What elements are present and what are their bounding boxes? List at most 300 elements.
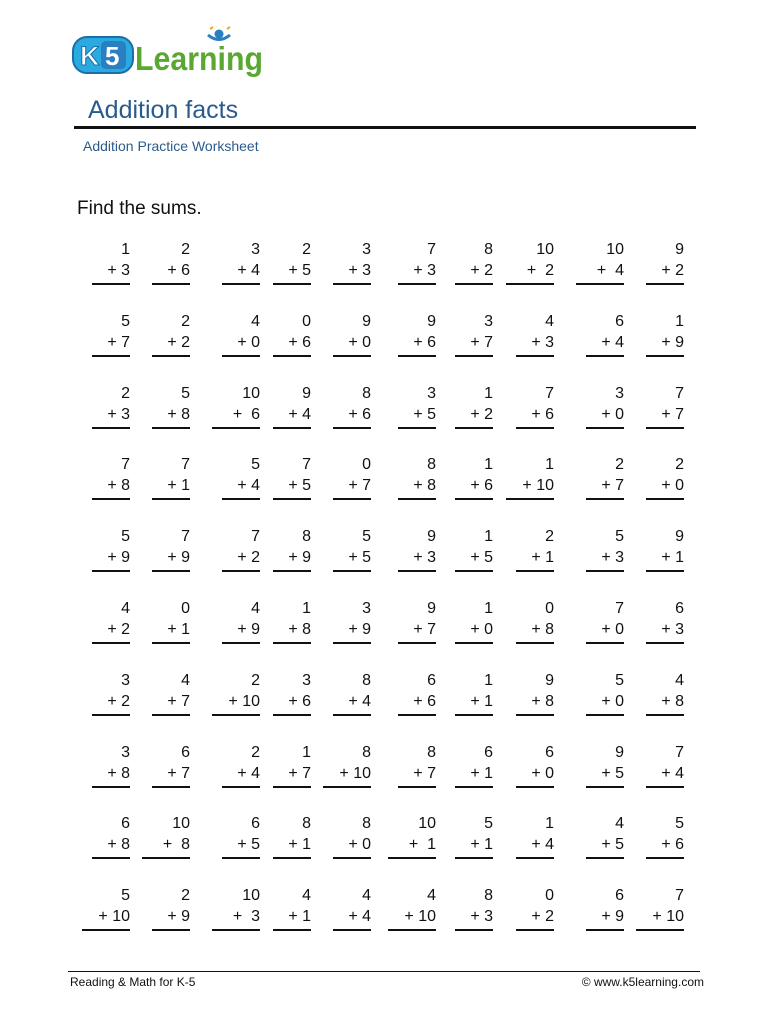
addend-top: 1 <box>302 743 311 761</box>
addition-problem <box>398 599 436 644</box>
addend-top: 8 <box>362 743 371 761</box>
addend-top: 10 <box>242 887 260 905</box>
answer-line <box>92 427 130 429</box>
addend-bottom: + 4 <box>601 333 624 351</box>
addend-bottom: + 8 <box>413 477 436 495</box>
addend-bottom: + 9 <box>601 908 624 926</box>
answer-line <box>586 355 624 357</box>
addition-problem <box>222 312 260 357</box>
addition-problem <box>516 886 554 931</box>
addend-bottom: + 10 <box>522 477 554 495</box>
addend-bottom: + 5 <box>601 836 624 854</box>
addition-problem <box>646 527 684 572</box>
answer-line <box>646 714 684 716</box>
answer-line <box>273 929 311 931</box>
addition-problem <box>152 527 190 572</box>
addition-problem <box>142 814 190 859</box>
addition-problem <box>273 240 311 285</box>
answer-line <box>222 786 260 788</box>
addend-top: 5 <box>121 312 130 330</box>
addend-bottom: + 7 <box>167 692 190 710</box>
addition-problem <box>333 527 371 572</box>
addend-top: 5 <box>251 456 260 474</box>
addend-top: 1 <box>545 815 554 833</box>
addition-problem <box>388 886 436 931</box>
addend-top: 2 <box>615 456 624 474</box>
addition-problem <box>273 455 311 500</box>
addend-top: 0 <box>181 600 190 617</box>
addend-bottom: + 0 <box>531 764 554 782</box>
addition-problem <box>388 814 436 859</box>
answer-line <box>222 642 260 644</box>
answer-line <box>92 355 130 357</box>
answer-line <box>273 427 311 429</box>
addend-top: 1 <box>675 312 684 330</box>
addition-problem <box>152 743 190 788</box>
addition-problem <box>152 886 190 931</box>
answer-line <box>222 283 260 285</box>
answer-line <box>516 857 554 859</box>
addition-problem <box>92 384 130 429</box>
addend-bottom: + 1 <box>167 477 190 495</box>
addend-bottom: + 6 <box>348 405 371 423</box>
answer-line <box>516 427 554 429</box>
answer-line <box>152 498 190 500</box>
addition-problem <box>586 814 624 859</box>
answer-line <box>516 786 554 788</box>
answer-line <box>273 786 311 788</box>
addend-top: 7 <box>675 887 684 905</box>
addend-bottom: + 1 <box>470 692 493 710</box>
addend-bottom: + 5 <box>288 262 311 279</box>
addend-bottom: + 7 <box>601 477 624 495</box>
addend-top: 4 <box>302 887 311 905</box>
addend-bottom: + 4 <box>348 908 371 926</box>
answer-line <box>333 857 371 859</box>
addition-problem <box>222 240 260 285</box>
addend-bottom: + 7 <box>167 764 190 782</box>
answer-line <box>398 355 436 357</box>
addend-bottom: + 7 <box>413 621 436 638</box>
addend-bottom: + 7 <box>107 333 130 351</box>
answer-line <box>455 857 493 859</box>
answer-line <box>398 570 436 572</box>
answer-line <box>586 498 624 500</box>
addend-bottom: + 6 <box>288 692 311 710</box>
answer-line <box>516 570 554 572</box>
addend-top: 7 <box>251 528 260 546</box>
addition-problem <box>646 384 684 429</box>
addition-problem <box>646 312 684 357</box>
answer-line <box>586 786 624 788</box>
answer-line <box>152 929 190 931</box>
addend-bottom: + 6 <box>531 405 554 423</box>
addend-top: 8 <box>484 241 493 258</box>
addend-top: 6 <box>615 887 624 905</box>
addition-problem <box>222 455 260 500</box>
addend-top: 0 <box>302 312 311 330</box>
addend-bottom: + 1 <box>661 549 684 567</box>
addition-problem <box>333 671 371 716</box>
addend-bottom: + 3 <box>661 621 684 638</box>
answer-line <box>586 857 624 859</box>
addend-bottom: + 10 <box>339 764 371 782</box>
answer-line <box>152 283 190 285</box>
addend-top: 1 <box>121 241 130 258</box>
addend-top: 2 <box>545 528 554 546</box>
addend-bottom: + 9 <box>237 621 260 638</box>
addend-top: 4 <box>121 600 130 617</box>
addition-problem <box>333 384 371 429</box>
answer-line <box>333 427 371 429</box>
answer-line <box>333 929 371 931</box>
addend-bottom: + 3 <box>601 549 624 567</box>
answer-line <box>516 642 554 644</box>
answer-line <box>273 570 311 572</box>
addend-top: 5 <box>121 887 130 905</box>
addend-bottom: + 7 <box>661 405 684 423</box>
addend-bottom: + 3 <box>348 262 371 279</box>
addition-problem <box>92 312 130 357</box>
addition-problem <box>398 455 436 500</box>
addition-problem <box>516 599 554 644</box>
addend-top: 7 <box>181 456 190 474</box>
addend-bottom: + 10 <box>652 908 684 926</box>
answer-line <box>636 929 684 931</box>
addend-top: 0 <box>362 456 371 474</box>
addition-problem <box>152 312 190 357</box>
answer-line <box>646 857 684 859</box>
addition-problem <box>646 671 684 716</box>
addend-bottom: + 2 <box>470 405 493 423</box>
answer-line <box>333 642 371 644</box>
addend-top: 8 <box>484 887 493 905</box>
addend-top: 4 <box>181 671 190 689</box>
addition-problem <box>455 671 493 716</box>
answer-line <box>576 283 624 285</box>
addend-bottom: + 6 <box>167 262 190 279</box>
addend-bottom: + 6 <box>470 477 493 495</box>
addend-top: 7 <box>545 384 554 402</box>
addend-bottom: + 2 <box>470 262 493 279</box>
addend-top: 2 <box>675 456 684 474</box>
addition-problem <box>212 886 260 931</box>
addition-problem <box>152 599 190 644</box>
addition-problem <box>212 384 260 429</box>
addition-problem <box>222 527 260 572</box>
addition-problem <box>273 384 311 429</box>
answer-line <box>506 283 554 285</box>
answer-line <box>92 498 130 500</box>
answer-line <box>92 642 130 644</box>
addend-top: 4 <box>251 312 260 330</box>
addend-top: 1 <box>545 456 554 474</box>
addition-problem <box>455 384 493 429</box>
addition-problem <box>398 384 436 429</box>
answer-line <box>398 642 436 644</box>
addition-problem <box>516 743 554 788</box>
answer-line <box>646 642 684 644</box>
addend-top: 8 <box>362 815 371 833</box>
answer-line <box>646 570 684 572</box>
title-divider <box>74 126 696 129</box>
answer-line <box>323 786 371 788</box>
answer-line <box>333 283 371 285</box>
answer-line <box>152 570 190 572</box>
addition-problem <box>273 886 311 931</box>
answer-line <box>455 786 493 788</box>
addend-bottom: + 6 <box>413 333 436 351</box>
addend-top: 9 <box>545 671 554 689</box>
addition-problem <box>333 814 371 859</box>
addend-top: 9 <box>675 241 684 258</box>
addend-top: 5 <box>121 528 130 546</box>
addend-top: 2 <box>181 887 190 905</box>
addend-top: 4 <box>675 671 684 689</box>
addend-top: 5 <box>615 671 624 689</box>
addend-top: 5 <box>675 815 684 833</box>
addend-top: 10 <box>606 241 624 258</box>
addend-bottom: + 0 <box>237 333 260 351</box>
addend-top: 10 <box>418 815 436 833</box>
addition-problem <box>398 671 436 716</box>
addition-problem <box>455 312 493 357</box>
addend-top: 7 <box>181 528 190 546</box>
answer-line <box>152 427 190 429</box>
addend-bottom: + 2 <box>107 692 130 710</box>
addend-top: 8 <box>302 815 311 833</box>
addend-top: 2 <box>181 312 190 330</box>
addition-problem <box>586 527 624 572</box>
addend-top: 1 <box>484 600 493 617</box>
addition-problem <box>455 527 493 572</box>
addition-problem <box>222 743 260 788</box>
addend-top: 3 <box>302 671 311 689</box>
addend-top: 7 <box>427 241 436 258</box>
addend-top: 3 <box>121 671 130 689</box>
addend-bottom: + 4 <box>531 836 554 854</box>
subtitle: Addition Practice Worksheet <box>83 138 259 154</box>
addend-top: 4 <box>615 815 624 833</box>
addend-bottom: + 5 <box>470 549 493 567</box>
addend-bottom: + 7 <box>413 764 436 782</box>
answer-line <box>646 355 684 357</box>
answer-line <box>506 498 554 500</box>
answer-line <box>455 570 493 572</box>
answer-line <box>516 714 554 716</box>
addend-top: 4 <box>427 887 436 905</box>
answer-line <box>398 283 436 285</box>
addition-problem <box>576 240 624 285</box>
addend-top: 0 <box>545 887 554 905</box>
addend-bottom: + 2 <box>237 549 260 567</box>
addend-bottom: + 3 <box>413 262 436 279</box>
addend-bottom: + 3 <box>107 262 130 279</box>
addend-bottom: + 0 <box>601 405 624 423</box>
addend-top: 9 <box>427 528 436 546</box>
addend-bottom: + 8 <box>167 405 190 423</box>
answer-line <box>455 929 493 931</box>
addend-top: 0 <box>545 600 554 617</box>
answer-line <box>586 642 624 644</box>
answer-line <box>455 355 493 357</box>
addition-problem <box>586 384 624 429</box>
answer-line <box>388 929 436 931</box>
addition-problem <box>646 814 684 859</box>
addend-top: 5 <box>615 528 624 546</box>
addend-top: 2 <box>302 241 311 258</box>
addend-bottom: + 2 <box>661 262 684 279</box>
addition-problem <box>455 886 493 931</box>
addend-bottom: + 4 <box>237 764 260 782</box>
answer-line <box>222 355 260 357</box>
addend-bottom: + 8 <box>162 836 190 854</box>
addend-bottom: + 10 <box>98 908 130 926</box>
addition-problem <box>636 886 684 931</box>
addend-bottom: + 1 <box>531 549 554 567</box>
addend-top: 3 <box>427 384 436 402</box>
footer-right-text: © www.k5learning.com <box>581 975 704 989</box>
answer-line <box>516 929 554 931</box>
answer-line <box>455 427 493 429</box>
addend-top: 3 <box>615 384 624 402</box>
addition-problem <box>333 240 371 285</box>
instructions: Find the sums. <box>77 198 202 219</box>
addend-bottom: + 5 <box>288 477 311 495</box>
addend-bottom: + 9 <box>167 549 190 567</box>
addition-problem <box>333 599 371 644</box>
addend-top: 1 <box>484 528 493 546</box>
addend-bottom: + 8 <box>531 621 554 638</box>
addend-bottom: + 5 <box>237 836 260 854</box>
addition-problem <box>506 455 554 500</box>
addition-problem <box>586 671 624 716</box>
svg-text:Learning: Learning <box>135 40 263 77</box>
addend-bottom: + 8 <box>107 764 130 782</box>
addition-problem <box>516 384 554 429</box>
addend-top: 1 <box>302 600 311 617</box>
addend-bottom: + 9 <box>661 333 684 351</box>
answer-line <box>398 786 436 788</box>
addend-bottom: + 6 <box>232 405 260 423</box>
addition-problem <box>455 240 493 285</box>
addend-bottom: + 5 <box>348 549 371 567</box>
addend-top: 4 <box>545 312 554 330</box>
addition-problem <box>152 240 190 285</box>
addend-top: 6 <box>484 743 493 761</box>
addition-problem <box>333 312 371 357</box>
answer-line <box>92 857 130 859</box>
addition-problem <box>586 455 624 500</box>
addend-bottom: + 7 <box>288 764 311 782</box>
addition-problem <box>323 743 371 788</box>
answer-line <box>646 427 684 429</box>
addition-problem <box>398 743 436 788</box>
addend-bottom: + 1 <box>288 908 311 926</box>
addend-top: 2 <box>251 671 260 689</box>
addend-bottom: + 9 <box>167 908 190 926</box>
addend-top: 2 <box>121 384 130 402</box>
addend-top: 7 <box>302 456 311 474</box>
answer-line <box>333 570 371 572</box>
answer-line <box>273 283 311 285</box>
addition-problem <box>398 527 436 572</box>
addend-top: 6 <box>675 600 684 617</box>
addition-problem <box>455 743 493 788</box>
addend-bottom: + 0 <box>601 692 624 710</box>
answer-line <box>152 355 190 357</box>
addend-top: 3 <box>121 743 130 761</box>
addition-problem <box>82 886 130 931</box>
addend-top: 9 <box>427 312 436 330</box>
answer-line <box>273 714 311 716</box>
addend-top: 7 <box>675 743 684 761</box>
answer-line <box>516 355 554 357</box>
addition-problem <box>586 599 624 644</box>
footer-left-text: Reading & Math for K-5 <box>70 975 196 989</box>
addend-bottom: + 3 <box>531 333 554 351</box>
addend-top: 4 <box>362 887 371 905</box>
addition-problem <box>92 527 130 572</box>
addition-problem <box>586 886 624 931</box>
answer-line <box>646 498 684 500</box>
addition-problem <box>273 814 311 859</box>
addend-bottom: + 5 <box>601 764 624 782</box>
addend-top: 8 <box>302 528 311 546</box>
addend-bottom: + 9 <box>107 549 130 567</box>
addend-top: 7 <box>675 384 684 402</box>
answer-line <box>646 786 684 788</box>
answer-line <box>333 355 371 357</box>
addition-problem <box>273 743 311 788</box>
answer-line <box>455 714 493 716</box>
addend-bottom: + 3 <box>107 405 130 423</box>
answer-line <box>142 857 190 859</box>
addition-problem <box>586 312 624 357</box>
addend-top: 10 <box>172 815 190 833</box>
addend-bottom: + 2 <box>531 908 554 926</box>
addition-problem <box>455 455 493 500</box>
addend-top: 10 <box>536 241 554 258</box>
addition-problem <box>273 312 311 357</box>
addend-bottom: + 1 <box>470 836 493 854</box>
addition-problem <box>516 671 554 716</box>
k5-learning-logo <box>70 26 270 82</box>
addend-bottom: + 4 <box>237 262 260 279</box>
addend-bottom: + 7 <box>470 333 493 351</box>
addition-problem <box>516 312 554 357</box>
answer-line <box>586 427 624 429</box>
addend-top: 5 <box>181 384 190 402</box>
addend-bottom: + 8 <box>288 621 311 638</box>
answer-line <box>152 714 190 716</box>
addend-bottom: + 0 <box>470 621 493 638</box>
addition-problem <box>222 814 260 859</box>
addend-top: 8 <box>362 671 371 689</box>
addition-problem <box>333 886 371 931</box>
addend-bottom: + 4 <box>348 692 371 710</box>
answer-line <box>398 427 436 429</box>
addend-top: 10 <box>242 384 260 402</box>
answer-line <box>455 283 493 285</box>
addend-bottom: + 1 <box>288 836 311 854</box>
addend-top: 9 <box>427 600 436 617</box>
addend-bottom: + 3 <box>470 908 493 926</box>
addition-problem <box>92 743 130 788</box>
addition-problem <box>92 240 130 285</box>
svg-text:K: K <box>80 41 100 71</box>
page-title: Addition facts <box>88 96 239 124</box>
